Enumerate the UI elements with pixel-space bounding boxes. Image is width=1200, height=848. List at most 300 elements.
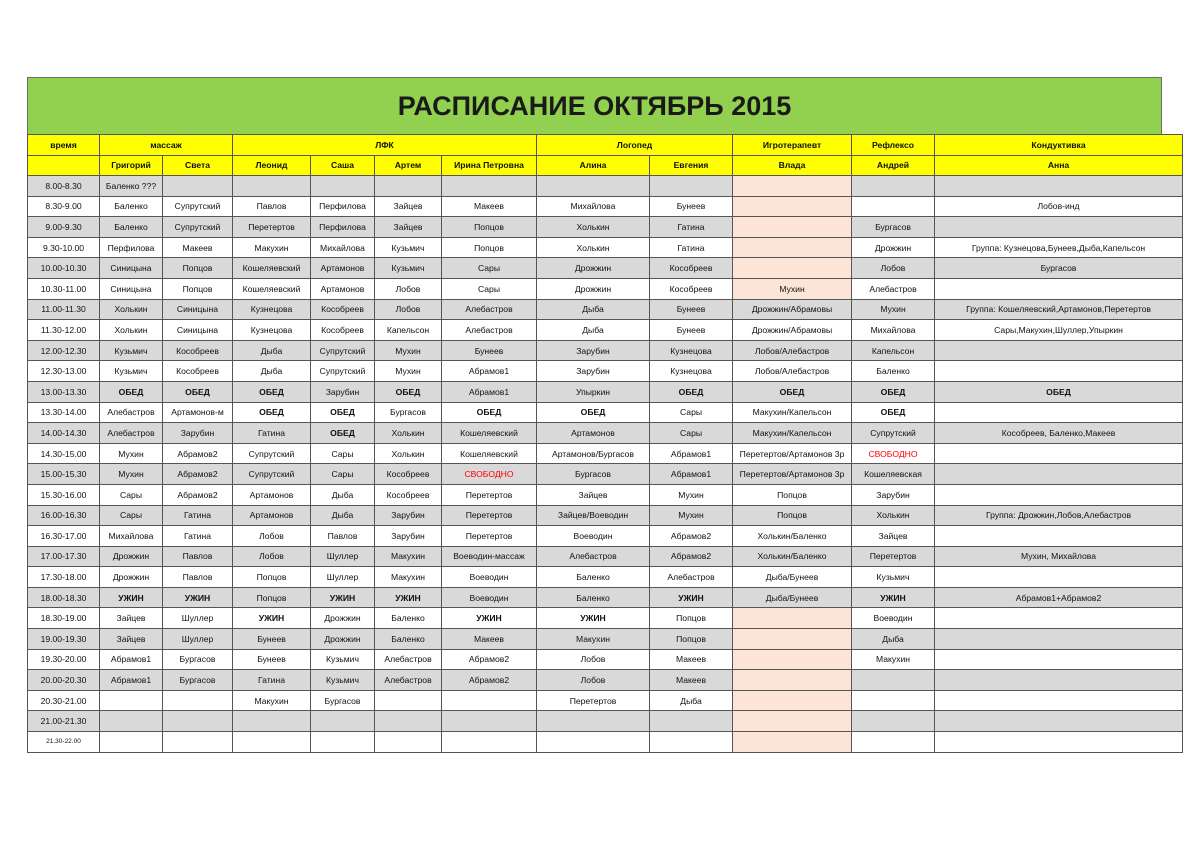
schedule-cell: Воеводин	[442, 587, 537, 608]
schedule-cell: ОБЕД	[233, 402, 311, 423]
schedule-row	[28, 608, 1183, 629]
schedule-cell: ОБЕД	[233, 381, 311, 402]
schedule-cell: Попцов	[442, 217, 537, 238]
schedule-cell	[935, 217, 1183, 238]
schedule-cell: Алебастров	[100, 402, 163, 423]
schedule-cell: Зайцев	[852, 526, 935, 547]
schedule-cell: Кузнецова	[650, 340, 733, 361]
schedule-cell: Абрамов1	[442, 381, 537, 402]
schedule-cell: Шуллер	[311, 546, 375, 567]
header-reflekso: Рефлексо	[852, 135, 935, 156]
schedule-cell: Синицына	[163, 320, 233, 341]
header-name: Евгения	[650, 155, 733, 176]
schedule-cell: Абрамов1	[650, 443, 733, 464]
schedule-row	[28, 361, 1183, 382]
header-name: Света	[163, 155, 233, 176]
schedule-cell: Кузьмич	[375, 258, 442, 279]
schedule-row	[28, 484, 1183, 505]
schedule-row	[28, 217, 1183, 238]
schedule-cell: Макухин	[375, 567, 442, 588]
schedule-cell	[935, 608, 1183, 629]
schedule-cell: Попцов	[650, 608, 733, 629]
schedule-cell	[233, 732, 311, 753]
schedule-cell: Кособреев	[163, 361, 233, 382]
schedule-cell: Зайцев/Воеводин	[537, 505, 650, 526]
schedule-row	[28, 402, 1183, 423]
schedule-cell: Воеводин	[537, 526, 650, 547]
schedule-cell	[163, 176, 233, 197]
schedule-row	[28, 526, 1183, 547]
header-time: время	[28, 135, 100, 156]
schedule-row	[28, 546, 1183, 567]
schedule-cell: Артамонов	[311, 278, 375, 299]
schedule-cell	[442, 690, 537, 711]
header-name: Влада	[733, 155, 852, 176]
schedule-cell	[650, 176, 733, 197]
schedule-cell: Павлов	[163, 546, 233, 567]
time-cell: 19.00-19.30	[28, 629, 100, 650]
schedule-cell: Дрожжин	[537, 258, 650, 279]
schedule-cell: Кособреев	[163, 340, 233, 361]
schedule-cell: Артамонов-м	[163, 402, 233, 423]
schedule-cell: Кузьмич	[852, 567, 935, 588]
schedule-cell: Холькин/Баленко	[733, 526, 852, 547]
schedule-cell: Артамонов	[233, 484, 311, 505]
schedule-cell: Попцов	[163, 278, 233, 299]
schedule-cell: ОБЕД	[100, 381, 163, 402]
schedule-cell: ОБЕД	[650, 381, 733, 402]
schedule-cell: Абрамов1	[442, 361, 537, 382]
schedule-cell	[935, 732, 1183, 753]
schedule-cell: Холькин	[537, 217, 650, 238]
schedule-cell: Зарубин	[163, 423, 233, 444]
time-cell: 8.00-8.30	[28, 176, 100, 197]
schedule-cell	[233, 711, 311, 732]
schedule-row	[28, 258, 1183, 279]
schedule-cell: Супрутский	[311, 340, 375, 361]
schedule-row	[28, 340, 1183, 361]
schedule-row	[28, 423, 1183, 444]
schedule-cell: Сары	[311, 464, 375, 485]
schedule-cell: СВОБОДНО	[852, 443, 935, 464]
schedule-cell: Артамонов	[537, 423, 650, 444]
schedule-cell	[733, 649, 852, 670]
schedule-cell: Зарубин	[537, 340, 650, 361]
schedule-cell: Кошеляевский	[442, 423, 537, 444]
schedule-cell	[733, 690, 852, 711]
schedule-cell: Воеводин	[442, 567, 537, 588]
schedule-cell: Абрамов2	[650, 526, 733, 547]
schedule-cell	[852, 196, 935, 217]
schedule-cell	[311, 711, 375, 732]
schedule-cell: Кузнецова	[233, 299, 311, 320]
schedule-cell: Сары,Макухин,Шуллер,Упыркин	[935, 320, 1183, 341]
group-header-row	[28, 135, 1183, 156]
schedule-cell: Мухин	[375, 340, 442, 361]
page-title: РАСПИСАНИЕ ОКТЯБРЬ 2015	[27, 77, 1162, 134]
schedule-cell: Кошеляевский	[233, 278, 311, 299]
schedule-cell: Кособреев	[311, 320, 375, 341]
schedule-cell: Баленко ???	[100, 176, 163, 197]
schedule-cell: Абрамов1	[100, 670, 163, 691]
schedule-cell: Дыба	[537, 320, 650, 341]
schedule-table	[27, 134, 1183, 753]
schedule-row	[28, 732, 1183, 753]
schedule-cell: Кошеляевская	[852, 464, 935, 485]
schedule-cell: Лобов	[233, 546, 311, 567]
schedule-cell	[100, 690, 163, 711]
schedule-cell: Сары	[442, 278, 537, 299]
schedule-row	[28, 320, 1183, 341]
schedule-cell	[935, 567, 1183, 588]
schedule-cell: Попцов	[733, 484, 852, 505]
schedule-cell: Бургасов	[935, 258, 1183, 279]
schedule-cell: Шуллер	[163, 608, 233, 629]
schedule-row	[28, 381, 1183, 402]
schedule-cell: Кузьмич	[100, 361, 163, 382]
header-igroterapevt: Игротерапевт	[733, 135, 852, 156]
schedule-cell: Дрожжин/Абрамовы	[733, 299, 852, 320]
schedule-cell	[650, 732, 733, 753]
schedule-cell: Холькин	[375, 423, 442, 444]
schedule-cell	[442, 732, 537, 753]
schedule-cell: Бунеев	[442, 340, 537, 361]
schedule-cell: Артамонов	[311, 258, 375, 279]
schedule-cell: Макеев	[163, 237, 233, 258]
time-cell: 18.30-19.00	[28, 608, 100, 629]
schedule-cell: ОБЕД	[163, 381, 233, 402]
time-cell: 21.30-22.00	[28, 732, 100, 753]
schedule-cell: Зарубин	[852, 484, 935, 505]
schedule-cell: Макеев	[442, 629, 537, 650]
schedule-cell: Кузьмич	[311, 670, 375, 691]
time-cell: 8.30-9.00	[28, 196, 100, 217]
schedule-cell: Кособреев, Баленко,Макеев	[935, 423, 1183, 444]
time-cell: 9.00-9.30	[28, 217, 100, 238]
schedule-cell: Макухин	[233, 690, 311, 711]
schedule-cell: Дрожжин	[537, 278, 650, 299]
time-cell: 16.00-16.30	[28, 505, 100, 526]
header-lfk: ЛФК	[233, 135, 537, 156]
schedule-cell: Бургасов	[163, 670, 233, 691]
schedule-row	[28, 443, 1183, 464]
schedule-cell: Баленко	[100, 217, 163, 238]
schedule-cell	[935, 526, 1183, 547]
schedule-cell	[163, 711, 233, 732]
schedule-cell: Дыба	[650, 690, 733, 711]
schedule-cell: Кособреев	[375, 464, 442, 485]
time-cell: 13.00-13.30	[28, 381, 100, 402]
schedule-cell	[733, 217, 852, 238]
schedule-cell: Гатина	[650, 217, 733, 238]
schedule-cell: Дрожжин	[311, 629, 375, 650]
schedule-cell: Абрамов2	[650, 546, 733, 567]
schedule-cell: Макеев	[650, 670, 733, 691]
schedule-cell: Дрожжин	[311, 608, 375, 629]
schedule-cell	[935, 649, 1183, 670]
schedule-cell: Супрутский	[233, 443, 311, 464]
schedule-cell: Лобов-инд	[935, 196, 1183, 217]
schedule-cell: Попцов	[733, 505, 852, 526]
schedule-cell	[163, 690, 233, 711]
schedule-cell: Мухин, Михайлова	[935, 546, 1183, 567]
schedule-cell: Лобов/Алебастров	[733, 340, 852, 361]
schedule-cell	[935, 484, 1183, 505]
time-cell: 11.00-11.30	[28, 299, 100, 320]
time-cell: 15.30-16.00	[28, 484, 100, 505]
time-cell: 14.00-14.30	[28, 423, 100, 444]
schedule-row	[28, 505, 1183, 526]
schedule-row	[28, 629, 1183, 650]
schedule-cell: ОБЕД	[733, 381, 852, 402]
schedule-cell: Гатина	[233, 670, 311, 691]
schedule-cell	[852, 176, 935, 197]
schedule-cell: Дыба/Бунеев	[733, 567, 852, 588]
time-cell: 12.30-13.00	[28, 361, 100, 382]
schedule-cell: Группа: Кошеляевский,Артамонов,Перетертов	[935, 299, 1183, 320]
schedule-cell: Михайлова	[537, 196, 650, 217]
schedule-cell: Бунеев	[233, 649, 311, 670]
schedule-cell: ОБЕД	[442, 402, 537, 423]
schedule-cell: Супрутский	[163, 217, 233, 238]
schedule-cell: Группа: Кузнецова,Бунеев,Дыба,Капельсон	[935, 237, 1183, 258]
schedule-cell	[100, 732, 163, 753]
schedule-cell: Лобов	[537, 670, 650, 691]
header-name: Ирина Петровна	[442, 155, 537, 176]
schedule-cell	[935, 176, 1183, 197]
schedule-cell: Лобов	[375, 299, 442, 320]
schedule-cell: Михайлова	[311, 237, 375, 258]
schedule-cell: Абрамов2	[442, 649, 537, 670]
schedule-cell: Кособреев	[375, 484, 442, 505]
schedule-cell: Перетертов	[442, 505, 537, 526]
schedule-cell: Холькин	[100, 320, 163, 341]
schedule-cell: Лобов	[233, 526, 311, 547]
schedule-cell	[733, 608, 852, 629]
schedule-cell: Баленко	[375, 629, 442, 650]
schedule-cell: Баленко	[375, 608, 442, 629]
schedule-cell	[537, 176, 650, 197]
time-cell: 9.30-10.00	[28, 237, 100, 258]
schedule-cell	[852, 670, 935, 691]
schedule-cell: Попцов	[650, 629, 733, 650]
schedule-cell: Гатина	[233, 423, 311, 444]
schedule-cell: Мухин	[650, 505, 733, 526]
schedule-cell: Холькин	[537, 237, 650, 258]
schedule-cell: Абрамов1	[100, 649, 163, 670]
schedule-cell	[935, 443, 1183, 464]
schedule-cell: Абрамов2	[163, 464, 233, 485]
schedule-cell: Мухин	[100, 464, 163, 485]
schedule-cell: Артамонов	[233, 505, 311, 526]
schedule-cell: Кособреев	[650, 278, 733, 299]
schedule-cell: УЖИН	[375, 587, 442, 608]
schedule-cell: Лобов	[852, 258, 935, 279]
schedule-cell: Павлов	[311, 526, 375, 547]
schedule-cell: Макеев	[650, 649, 733, 670]
schedule-cell: Павлов	[163, 567, 233, 588]
schedule-cell: Сары	[100, 505, 163, 526]
schedule-cell: УЖИН	[442, 608, 537, 629]
schedule-cell	[935, 629, 1183, 650]
schedule-cell: Мухин	[100, 443, 163, 464]
time-cell: 20.30-21.00	[28, 690, 100, 711]
schedule-cell: Дрожжин	[852, 237, 935, 258]
schedule-cell: Баленко	[537, 567, 650, 588]
schedule-cell: УЖИН	[852, 587, 935, 608]
schedule-cell: ОБЕД	[852, 381, 935, 402]
schedule-cell: Перетертов/Артамонов 3р	[733, 443, 852, 464]
schedule-cell: Абрамов1	[650, 464, 733, 485]
schedule-cell: Перетертов	[442, 526, 537, 547]
schedule-cell: Дрожжин	[100, 546, 163, 567]
schedule-cell: Попцов	[233, 587, 311, 608]
schedule-cell: Алебастров	[650, 567, 733, 588]
schedule-cell: Перфилова	[100, 237, 163, 258]
schedule-cell: Макухин	[375, 546, 442, 567]
schedule-cell: Холькин/Баленко	[733, 546, 852, 567]
schedule-cell	[375, 690, 442, 711]
time-cell: 15.00-15.30	[28, 464, 100, 485]
time-cell: 20.00-20.30	[28, 670, 100, 691]
header-empty	[28, 155, 100, 176]
schedule-cell: Воеводин	[852, 608, 935, 629]
schedule-cell	[375, 711, 442, 732]
schedule-cell	[233, 176, 311, 197]
time-cell: 17.30-18.00	[28, 567, 100, 588]
schedule-cell: Зайцев	[537, 484, 650, 505]
schedule-cell: Мухин	[733, 278, 852, 299]
schedule-row	[28, 587, 1183, 608]
schedule-row	[28, 176, 1183, 197]
schedule-cell: Гатина	[163, 505, 233, 526]
schedule-cell	[163, 732, 233, 753]
schedule-cell	[935, 361, 1183, 382]
schedule-cell: Мухин	[375, 361, 442, 382]
time-cell: 11.30-12.00	[28, 320, 100, 341]
schedule-cell: Кузнецова	[650, 361, 733, 382]
schedule-cell	[935, 670, 1183, 691]
schedule-cell: Воеводин-массаж	[442, 546, 537, 567]
header-logoped: Логопед	[537, 135, 733, 156]
schedule-cell: Зайцев	[100, 629, 163, 650]
time-cell: 19.30-20.00	[28, 649, 100, 670]
schedule-row	[28, 196, 1183, 217]
schedule-cell: Алебастров	[442, 299, 537, 320]
schedule-cell: Сары	[442, 258, 537, 279]
schedule-cell: Шуллер	[311, 567, 375, 588]
schedule-cell: Алебастров	[442, 320, 537, 341]
schedule-cell: ОБЕД	[375, 381, 442, 402]
time-cell: 13.30-14.00	[28, 402, 100, 423]
name-header-row	[28, 155, 1183, 176]
schedule-cell	[311, 176, 375, 197]
schedule-cell: Холькин	[100, 299, 163, 320]
schedule-cell: Группа: Дрожжин,Лобов,Алебастров	[935, 505, 1183, 526]
time-cell: 17.00-17.30	[28, 546, 100, 567]
schedule-cell: Зайцев	[375, 217, 442, 238]
schedule-cell: Дыба/Бунеев	[733, 587, 852, 608]
schedule-cell: ОБЕД	[852, 402, 935, 423]
header-massage: массаж	[100, 135, 233, 156]
schedule-cell	[935, 402, 1183, 423]
schedule-cell: Бунеев	[233, 629, 311, 650]
schedule-cell: Дыба	[233, 361, 311, 382]
schedule-cell: Алебастров	[537, 546, 650, 567]
schedule-cell	[733, 176, 852, 197]
schedule-cell: Макухин	[537, 629, 650, 650]
schedule-row	[28, 711, 1183, 732]
schedule-cell: Абрамов1+Абрамов2	[935, 587, 1183, 608]
schedule-row	[28, 464, 1183, 485]
schedule-cell: Дыба	[311, 505, 375, 526]
schedule-cell: Кошеляевский	[233, 258, 311, 279]
schedule-row	[28, 299, 1183, 320]
schedule-cell: Баленко	[100, 196, 163, 217]
schedule-cell: Перетертов/Артамонов 3р	[733, 464, 852, 485]
schedule-cell: Перетертов	[852, 546, 935, 567]
schedule-cell: Сары	[311, 443, 375, 464]
schedule-cell: Мухин	[852, 299, 935, 320]
schedule-cell	[935, 690, 1183, 711]
schedule-cell: Бургасов	[537, 464, 650, 485]
schedule-cell: УЖИН	[537, 608, 650, 629]
schedule-cell: УЖИН	[100, 587, 163, 608]
header-name: Алина	[537, 155, 650, 176]
time-cell: 10.30-11.00	[28, 278, 100, 299]
time-cell: 18.00-18.30	[28, 587, 100, 608]
schedule-cell: Бунеев	[650, 196, 733, 217]
schedule-cell: Супрутский	[233, 464, 311, 485]
time-cell: 12.00-12.30	[28, 340, 100, 361]
schedule-cell: Кособреев	[311, 299, 375, 320]
schedule-cell: Артамонов/Бургасов	[537, 443, 650, 464]
schedule-cell: Абрамов2	[442, 670, 537, 691]
schedule-cell: Холькин	[852, 505, 935, 526]
schedule-cell: Зайцев	[375, 196, 442, 217]
schedule-cell	[733, 732, 852, 753]
schedule-cell: Зарубин	[375, 505, 442, 526]
schedule-cell: Бургасов	[311, 690, 375, 711]
header-name: Леонид	[233, 155, 311, 176]
schedule-cell	[733, 237, 852, 258]
schedule-cell: ОБЕД	[935, 381, 1183, 402]
schedule-cell: Попцов	[163, 258, 233, 279]
schedule-cell	[852, 690, 935, 711]
schedule-cell: Бургасов	[163, 649, 233, 670]
schedule-cell	[852, 711, 935, 732]
schedule-row	[28, 278, 1183, 299]
schedule-cell: Сары	[100, 484, 163, 505]
schedule-cell: Дыба	[311, 484, 375, 505]
schedule-cell	[935, 464, 1183, 485]
schedule-cell	[537, 711, 650, 732]
schedule-cell: Перфилова	[311, 196, 375, 217]
schedule-cell: Гатина	[163, 526, 233, 547]
schedule-cell	[935, 278, 1183, 299]
schedule-cell: Алебастров	[375, 649, 442, 670]
schedule-cell: Зарубин	[311, 381, 375, 402]
schedule-cell	[852, 732, 935, 753]
schedule-cell: Бунеев	[650, 299, 733, 320]
schedule-cell	[650, 711, 733, 732]
schedule-cell: Лобов	[375, 278, 442, 299]
schedule-cell	[375, 176, 442, 197]
schedule-cell: Алебастров	[375, 670, 442, 691]
schedule-cell: Супрутский	[311, 361, 375, 382]
schedule-cell: Макухин	[852, 649, 935, 670]
schedule-cell: Шуллер	[163, 629, 233, 650]
